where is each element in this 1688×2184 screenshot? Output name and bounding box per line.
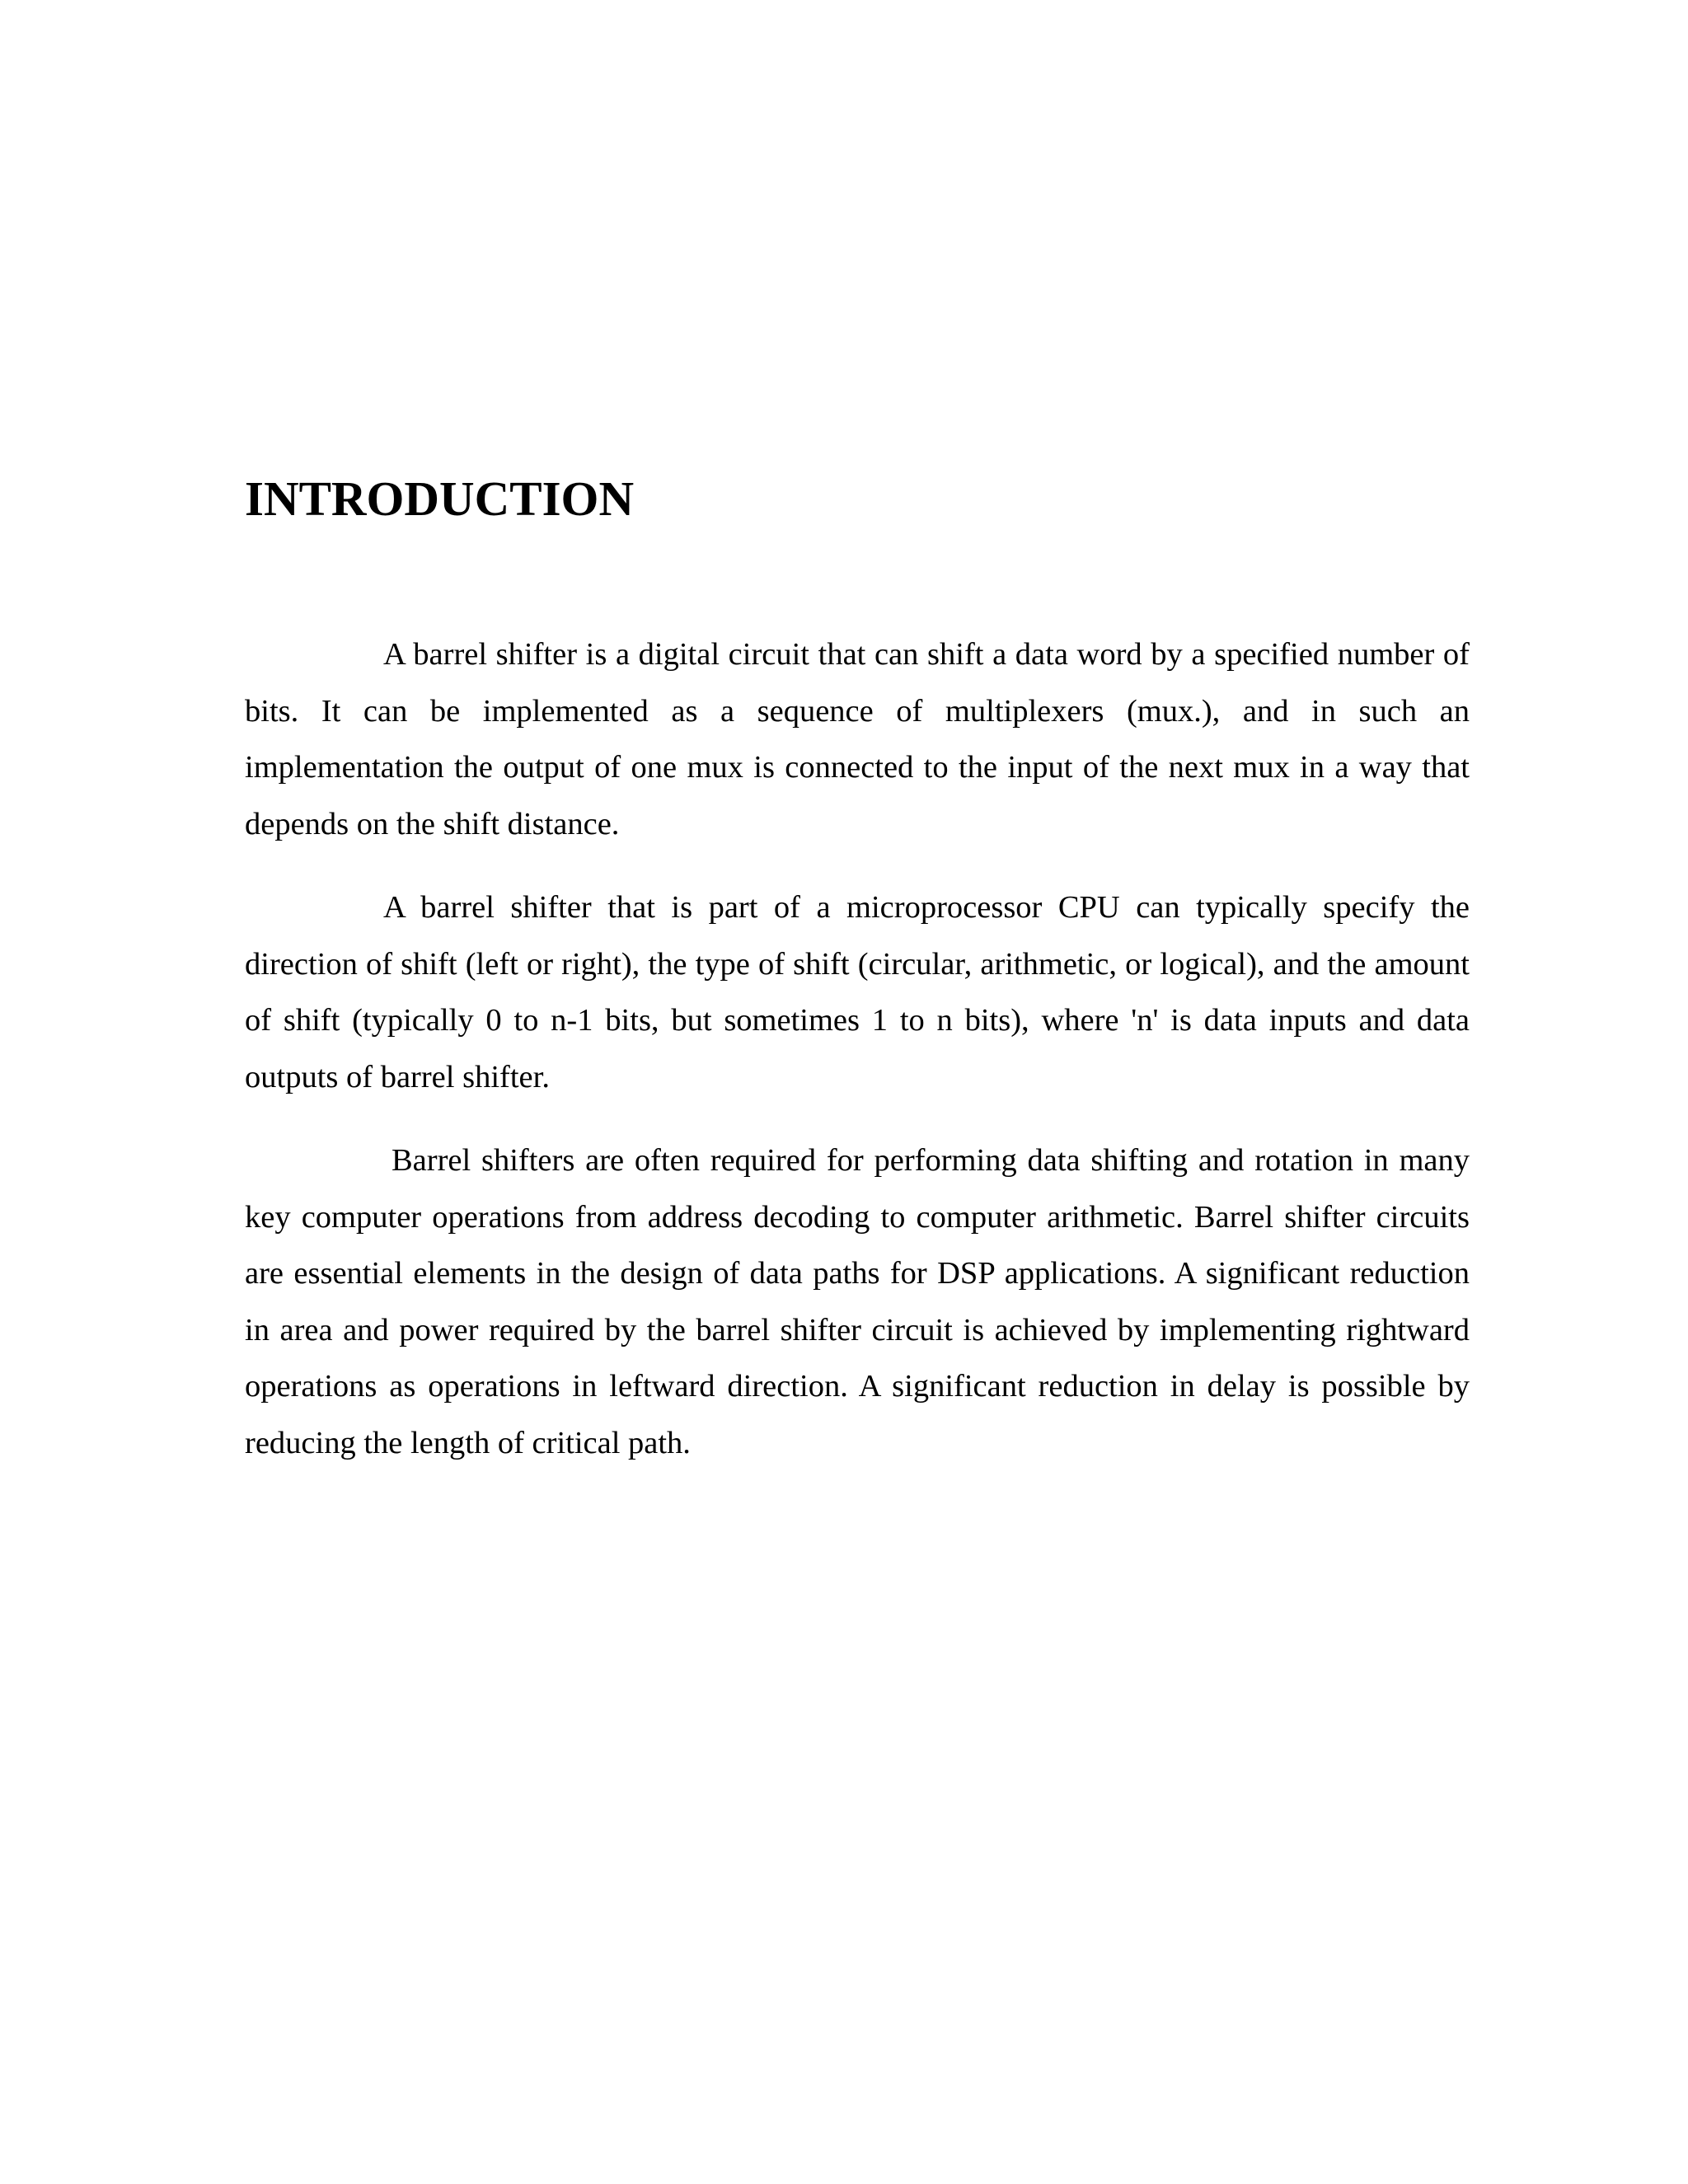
paragraph-3: Barrel shifters are often required for performing data shifting and rotation in many key computer operations from address decoding to computer arithmetic. Barrel shifter circuits are essential elements in the design of data paths for DSP applications. A significant reduction in area and power required by the barrel shifter circuit is achieved by implementing rightward operations as operations in leftward direction. A significant reduction in delay is possible by reducing the length of critical path. bbox=[245, 1143, 1470, 1460]
body-text bbox=[245, 626, 1470, 1498]
paragraph-1: A barrel shifter is a digital circuit that can shift a data word by a specified number of bits. It can be implemented as a sequence of multiplexers (mux.), and in such an implementation the output of one mux is connected to the input of the next mux in a way that depends on the shift distance. bbox=[245, 637, 1470, 841]
page-title: INTRODUCTION bbox=[245, 471, 635, 526]
paragraph-2: A barrel shifter that is part of a microprocessor CPU can typically specify the direction of shift (left or right), the type of shift (circular, arithmetic, or logical), and the amount of shift (typically 0 to n-1 bits, but sometimes 1 to n bits), where 'n' is data inputs and data outputs of barrel shifter. bbox=[245, 890, 1470, 1094]
